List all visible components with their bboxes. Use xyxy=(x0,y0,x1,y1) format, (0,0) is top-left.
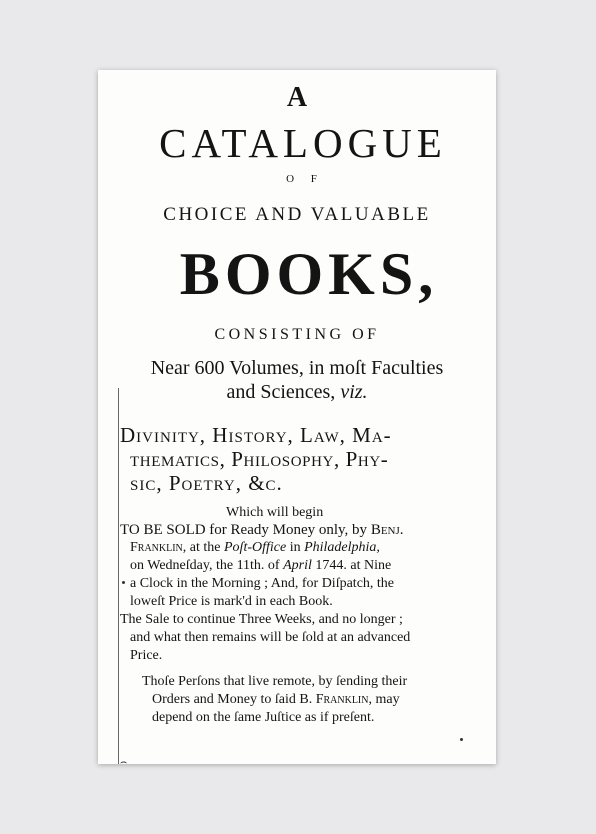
title-article: A xyxy=(286,82,308,113)
sale-date-prefix: on Wedneſday, the 11th. of xyxy=(130,558,284,573)
sale-line-2 xyxy=(120,521,404,539)
sale-date-suffix: 1744. at Nine xyxy=(311,558,392,573)
remote-line-2-text: Orders and Money to ſaid B. xyxy=(152,692,316,707)
sale-line-5: a Clock in the Morning ; And, for Diſpatch, the xyxy=(130,576,395,591)
sale-line-4 xyxy=(130,557,391,575)
remote-line-2 xyxy=(152,691,400,709)
remote-seller-surname: Franklin, xyxy=(315,692,372,707)
title-choice-and-valuable: CHOICE AND VALUABLE xyxy=(163,204,431,225)
sale-line-3-at: at the xyxy=(186,540,224,555)
subjects-line-1: Divinity, History, Law, Ma- xyxy=(120,423,392,447)
remote-line-3: depend on the ſame Juſtice as if preſent. xyxy=(152,710,375,725)
sale-line-3 xyxy=(130,539,380,557)
sciences-text: and Sciences, xyxy=(226,381,336,403)
sale-line-3-in: in xyxy=(286,540,305,555)
philadelphia-text: Philadelphia, xyxy=(304,540,380,555)
seller-surname: Franklin, xyxy=(130,540,187,555)
subjects-line-3: sic, Poetry, &c. xyxy=(130,471,283,495)
seller-name-short: Benj. xyxy=(370,522,404,538)
subjects-line-2: thematics, Philosophy, Phy- xyxy=(130,447,389,471)
sale-line-8: and what then remains will be ſold at an advanced xyxy=(130,630,411,645)
margin-dot xyxy=(460,738,463,741)
sale-month: April xyxy=(283,558,312,573)
post-office-text: Poſt-Office xyxy=(224,540,287,555)
sale-line-2-text: TO BE SOLD for Ready Money only, by xyxy=(120,522,368,538)
viz-text: viz. xyxy=(340,381,368,403)
sale-line-7: The Sale to continue Three Weeks, and no longer ; xyxy=(120,612,403,627)
title-volumes-line: Near 600 Volumes, in moſt Faculties xyxy=(150,357,444,379)
catalogue-title-page xyxy=(98,70,496,764)
title-sciences-line xyxy=(98,380,496,404)
left-margin-rule xyxy=(118,388,119,764)
title-consisting-of: CONSISTING OF xyxy=(214,326,380,343)
margin-flourish-mark: ⌢ xyxy=(120,756,128,764)
remote-line-1: Thoſe Perſons that live remote, by ſending their xyxy=(142,674,408,689)
remote-line-2-end: may xyxy=(371,692,400,707)
title-of: O F xyxy=(286,173,324,185)
title-catalogue: CATALOGUE xyxy=(159,120,447,166)
sale-line-6: loweſt Price is mark'd in each Book. xyxy=(130,594,333,609)
margin-dot xyxy=(122,581,125,584)
title-books: BOOKS, xyxy=(179,241,439,307)
sale-line-9: Price. xyxy=(130,648,163,663)
sale-intro: Which will begin xyxy=(226,505,324,520)
